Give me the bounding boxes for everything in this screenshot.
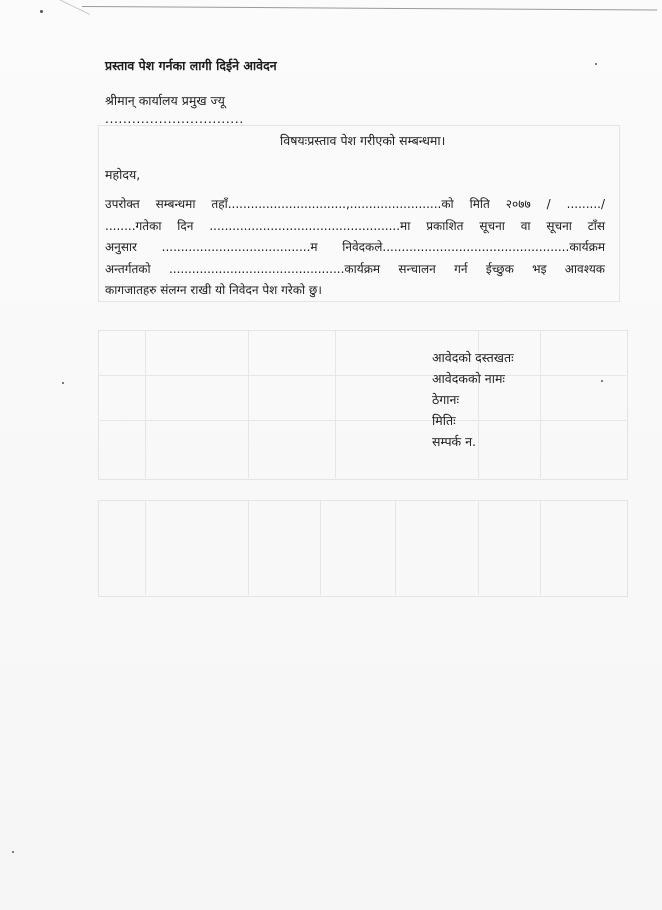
body-line-2: ........गतेका दिन ..................................................मा प्रकाशित सूचना वा सूचना टाँस: [105, 218, 605, 233]
bleed-through-line: [145, 500, 146, 595]
bleed-through-line: [335, 330, 336, 478]
applicant-name-label: आवेदकको नामः: [432, 371, 505, 386]
bleed-through-line: [248, 330, 249, 478]
bleed-through-table-2: [98, 500, 628, 597]
bleed-through-line: [540, 330, 541, 478]
bleed-through-line: [395, 500, 396, 595]
bleed-through-line: [98, 420, 626, 421]
body-line-1: उपरोक्त सम्बन्धमा तहाँ...............................,........................को मिति २०७७ / ........./: [105, 197, 605, 211]
scan-speck: [595, 63, 597, 65]
greeting: महोदय,: [105, 167, 141, 182]
scan-speck: [12, 851, 14, 853]
body-line-3: अनुसार .......................................म निवेदकले.................................................कार्यक्रम: [105, 240, 605, 254]
document-title: प्रस्ताव पेश गर्नका लागी दिईने आवेदन: [105, 58, 277, 73]
bleed-through-line: [320, 500, 321, 595]
scan-speck: [601, 380, 603, 382]
date-label: मितिः: [432, 413, 456, 428]
bleed-through-table-1: [98, 330, 628, 480]
bleed-through-line: [145, 330, 146, 478]
bleed-through-line: [540, 500, 541, 595]
body-line-5: कागजातहरु संलग्न राखी यो निवेदन पेश गरेको छु।: [105, 283, 322, 297]
addressee-dotted-line: ...............................: [105, 111, 244, 126]
bleed-through-line: [478, 500, 479, 595]
paper-corner-fold: [4, 0, 90, 15]
address-label: ठेगानः: [432, 392, 460, 407]
subject-line: विषयःप्रस्ताव पेश गरीएको सम्बन्धमा।: [280, 133, 446, 148]
bleed-through-line: [248, 500, 249, 595]
signature-label: आवेदको दस्तखतः: [432, 350, 514, 365]
scan-speck: [62, 382, 64, 384]
body-line-4: अन्तर्गतको ..............................................कार्यक्रम सन्चालन गर्न ईच्छुक भइ आवश्यक: [105, 261, 605, 276]
scan-speck: [40, 10, 43, 13]
paper-top-edge: [82, 6, 657, 21]
addressee-line: श्रीमान् कार्यालय प्रमुख ज्यू: [105, 93, 225, 108]
contact-label: सम्पर्क न.: [432, 434, 477, 449]
bleed-through-line: [98, 375, 626, 376]
body-paragraph: [105, 194, 605, 302]
